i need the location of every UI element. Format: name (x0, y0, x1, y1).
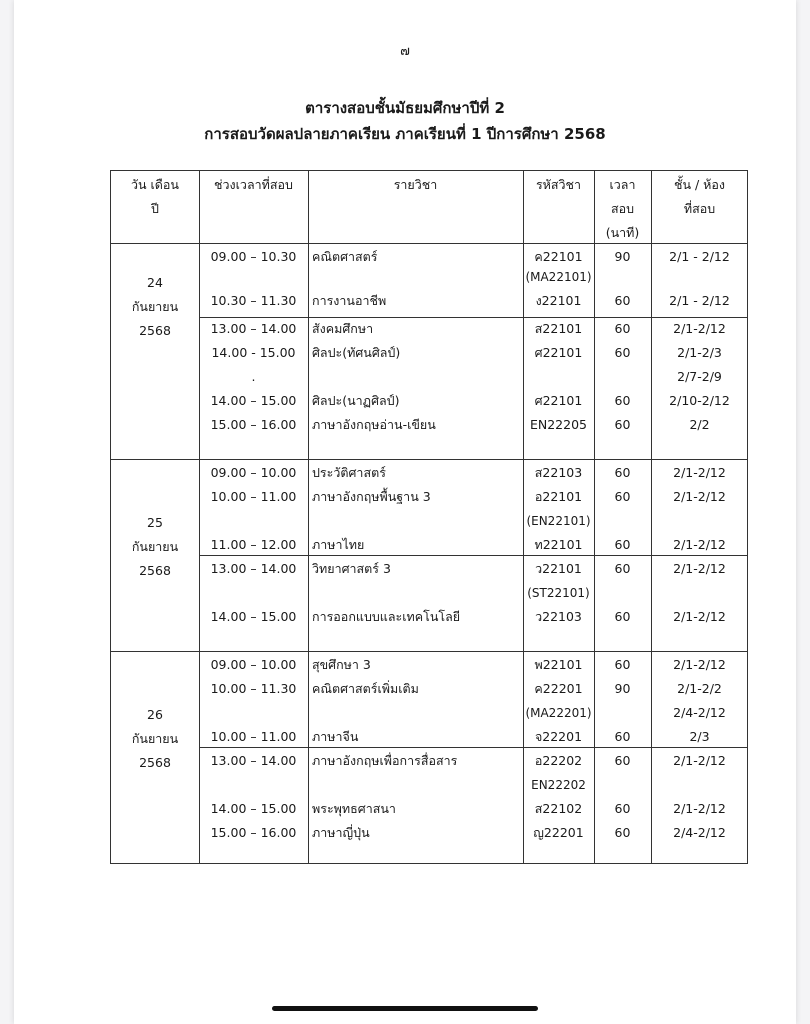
cell-code: ว22103 (535, 609, 582, 624)
cell-subject: ภาษาอังกฤษเพื่อการสื่อสาร (312, 753, 458, 768)
cell-time: . (251, 369, 256, 384)
cell-minutes: 60 (614, 465, 631, 480)
cell-subject: ภาษาไทย (312, 537, 365, 552)
header-divider (111, 243, 747, 244)
cell-minutes: 60 (614, 321, 631, 336)
cell-code: อ22202 (534, 753, 583, 768)
session-divider (199, 317, 747, 318)
cell-time: 14.00 – 15.00 (210, 609, 297, 624)
cell-room: 2/1-2/3 (677, 345, 722, 360)
cell-subject: พระพุทธศาสนา (312, 801, 396, 816)
cell-time: 10.00 – 11.30 (210, 681, 297, 696)
cell-code: ท22101 (534, 537, 583, 552)
page-number: ๗ (400, 44, 410, 59)
day-divider (111, 651, 747, 652)
cell-minutes: 60 (614, 537, 631, 552)
cell-minutes: 90 (614, 249, 631, 264)
cell-subject: ภาษาจีน (312, 729, 359, 744)
session-divider (199, 555, 747, 556)
cell-time: 09.00 – 10.00 (210, 657, 297, 672)
cell-room: 2/7-2/9 (677, 369, 722, 384)
header-duration: เวลา สอบ (นาที) (605, 177, 640, 240)
cell-minutes: 60 (614, 657, 631, 672)
cell-subject: ภาษาอังกฤษอ่าน-เขียน (312, 417, 436, 432)
exam-schedule-table (110, 170, 748, 864)
cell-subject: ศิลปะ(ทัศนศิลป์) (312, 345, 401, 360)
cell-time: 11.00 – 12.00 (210, 537, 297, 552)
cell-subject: สุขศึกษา 3 (312, 657, 371, 672)
cell-code: ญ22201 (533, 825, 584, 840)
cell-code: ส22102 (534, 801, 583, 816)
cell-code: พ22101 (534, 657, 583, 672)
cell-time: 15.00 – 16.00 (210, 825, 297, 840)
cell-code: (MA22201) (525, 706, 592, 720)
cell-code: ง22101 (535, 293, 582, 308)
cell-subject: การออกแบบและเทคโนโลยี (312, 609, 461, 624)
cell-time: 10.00 – 11.00 (210, 729, 297, 744)
cell-room: 2/1-2/2 (677, 681, 722, 696)
cell-subject: ภาษาอังกฤษพื้นฐาน 3 (312, 489, 431, 504)
cell-room: 2/4-2/12 (673, 705, 726, 720)
cell-subject: สังคมศึกษา (312, 321, 374, 336)
cell-room: 2/1 - 2/12 (669, 293, 730, 308)
cell-minutes: 60 (614, 561, 631, 576)
home-indicator (272, 1006, 538, 1011)
cell-code: (EN22101) (526, 514, 591, 528)
cell-subject: ศิลปะ(นาฏศิลป์) (312, 393, 400, 408)
cell-minutes: 90 (614, 681, 631, 696)
cell-time: 13.00 – 14.00 (210, 321, 297, 336)
cell-minutes: 60 (614, 609, 631, 624)
header-subject: รายวิชา (393, 177, 438, 192)
cell-room: 2/1-2/12 (673, 753, 726, 768)
column-divider (308, 171, 309, 863)
cell-subject: วิทยาศาสตร์ 3 (312, 561, 391, 576)
cell-code: EN22205 (529, 417, 587, 432)
cell-room: 2/1-2/12 (673, 561, 726, 576)
cell-time: 14.00 – 15.00 (210, 393, 297, 408)
cell-code: ค22101 (534, 249, 583, 264)
header-date: วัน เดือน ปี (131, 177, 179, 216)
cell-subject: คณิตศาสตร์เพิ่มเติม (312, 681, 419, 696)
day-divider (111, 459, 747, 460)
cell-subject: คณิตศาสตร์ (312, 249, 378, 264)
session-divider (199, 747, 747, 748)
cell-time: 09.00 – 10.30 (210, 249, 297, 264)
cell-room: 2/1-2/12 (673, 321, 726, 336)
cell-minutes: 60 (614, 293, 631, 308)
cell-subject: ประวัติศาสตร์ (312, 465, 386, 480)
cell-code: ส22101 (534, 321, 583, 336)
cell-room: 2/10-2/12 (669, 393, 730, 408)
cell-code: อ22101 (534, 489, 583, 504)
cell-room: 2/1-2/12 (673, 609, 726, 624)
document-page (14, 0, 796, 1024)
cell-room: 2/1-2/12 (673, 465, 726, 480)
cell-minutes: 60 (614, 489, 631, 504)
cell-subject: ภาษาญี่ปุ่น (312, 825, 370, 840)
cell-minutes: 60 (614, 393, 631, 408)
day-label: 26 กันยายน 2568 (131, 707, 179, 770)
header-code: รหัสวิชา (535, 177, 582, 192)
cell-code: ศ22101 (534, 345, 583, 360)
cell-time: 10.00 – 11.00 (210, 489, 297, 504)
cell-room: 2/1-2/12 (673, 489, 726, 504)
cell-code: (MA22101) (525, 270, 592, 284)
document-subtitle: การสอบวัดผลปลายภาคเรียน ภาคเรียนที่ 1 ปีการศึกษา 2568 (204, 125, 606, 143)
cell-time: 10.30 – 11.30 (210, 293, 297, 308)
cell-code: (ST22101) (527, 586, 590, 600)
cell-code: EN22202 (531, 778, 586, 792)
cell-room: 2/4-2/12 (673, 825, 726, 840)
cell-code: ศ22101 (534, 393, 583, 408)
cell-time: 13.00 – 14.00 (210, 561, 297, 576)
cell-code: จ22201 (534, 729, 583, 744)
cell-time: 15.00 – 16.00 (210, 417, 297, 432)
day-label: 24 กันยายน 2568 (131, 275, 179, 338)
cell-time: 14.00 - 15.00 (211, 345, 296, 360)
cell-minutes: 60 (614, 801, 631, 816)
cell-room: 2/1-2/12 (673, 657, 726, 672)
header-time: ช่วงเวลาที่สอบ (214, 177, 293, 192)
cell-code: ว22101 (535, 561, 582, 576)
cell-minutes: 60 (614, 345, 631, 360)
cell-room: 2/1 - 2/12 (669, 249, 730, 264)
cell-time: 13.00 – 14.00 (210, 753, 297, 768)
cell-room: 2/1-2/12 (673, 537, 726, 552)
cell-room: 2/3 (689, 729, 710, 744)
document-title: ตารางสอบชั้นมัธยมศึกษาปีที่ 2 (305, 99, 505, 117)
cell-subject: การงานอาชีพ (312, 293, 387, 308)
cell-code: ส22103 (534, 465, 583, 480)
cell-minutes: 60 (614, 825, 631, 840)
cell-room: 2/2 (689, 417, 710, 432)
cell-time: 14.00 – 15.00 (210, 801, 297, 816)
cell-minutes: 60 (614, 417, 631, 432)
cell-code: ค22201 (534, 681, 583, 696)
day-label: 25 กันยายน 2568 (131, 515, 179, 578)
cell-minutes: 60 (614, 729, 631, 744)
cell-room: 2/1-2/12 (673, 801, 726, 816)
header-room: ชั้น / ห้อง ที่สอบ (673, 177, 726, 216)
cell-minutes: 60 (614, 753, 631, 768)
cell-time: 09.00 – 10.00 (210, 465, 297, 480)
